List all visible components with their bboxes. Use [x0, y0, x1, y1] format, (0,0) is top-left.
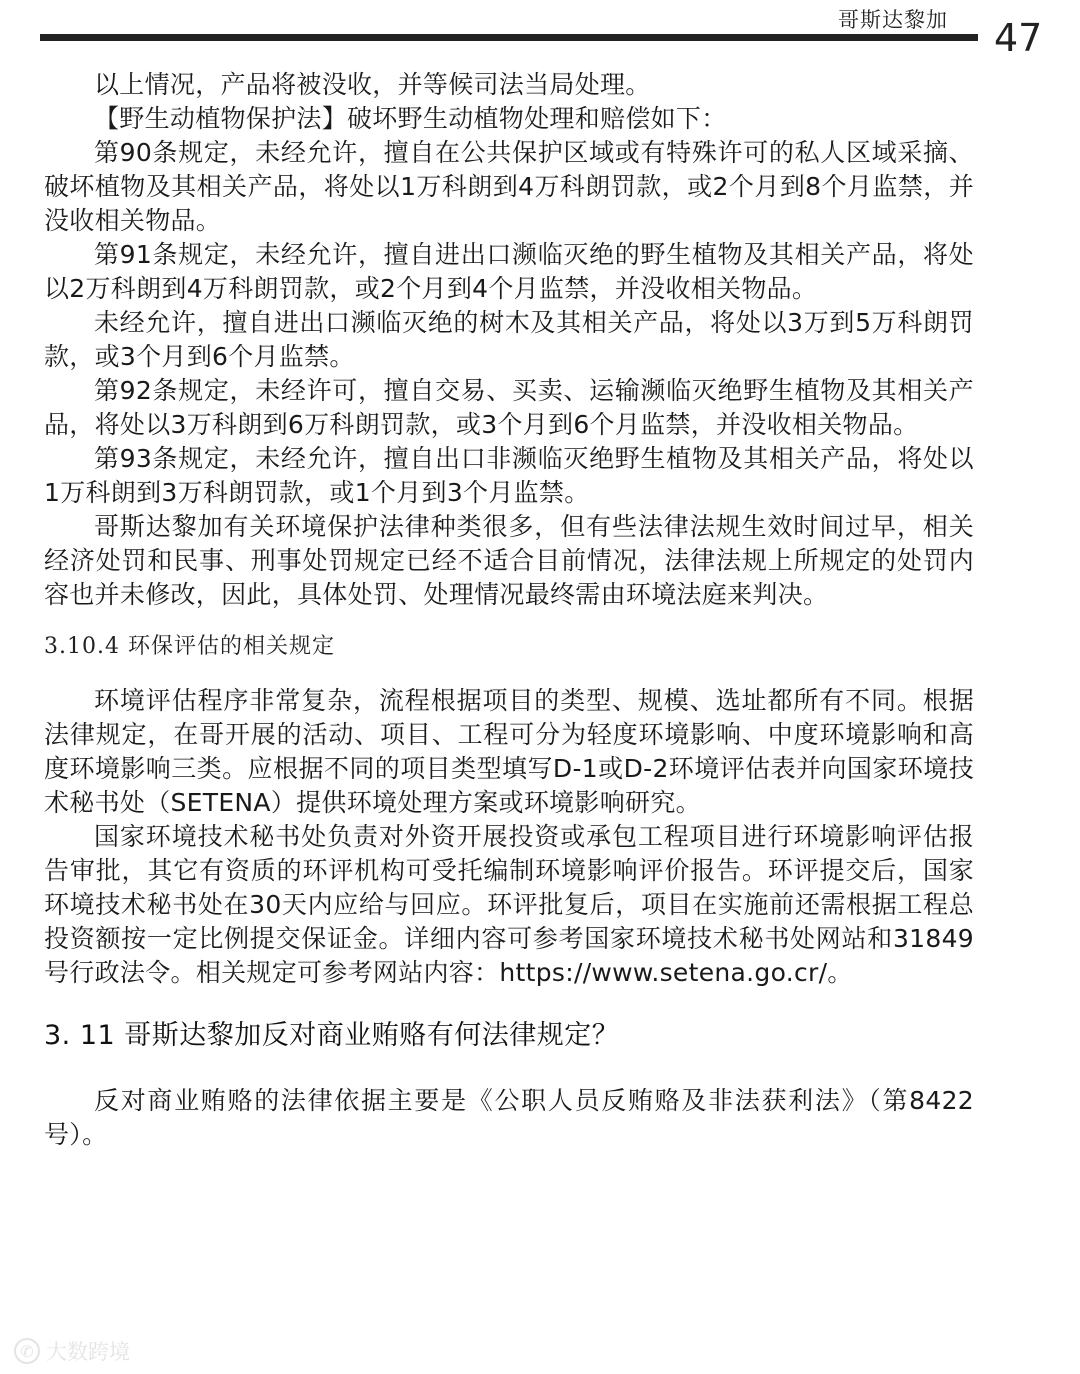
- watermark-logo-icon: ✆: [14, 1338, 40, 1364]
- subsection-heading: 3.10.4 环保评估的相关规定: [44, 634, 335, 659]
- paragraph: 反对商业贿赂的法律依据主要是《公职人员反贿赂及非法获利法》（第8422号）。: [44, 1086, 974, 1149]
- paragraph-article-93: 第93条规定，未经允许，擅自出口非濒临灭绝野生植物及其相关产品，将处以1万科朗到3万科朗罚款，或1个月到3个月监禁。: [44, 444, 974, 507]
- header-rule: [40, 34, 978, 41]
- paragraph: 未经允许，擅自进出口濒临灭绝的树木及其相关产品，将处以3万到5万科朗罚款，或3个月到6个月监禁。: [44, 308, 974, 371]
- paragraph-article-90: 第90条规定，未经允许，擅自在公共保护区域或有特殊许可的私人区域采摘、破坏植物及其相关产品，将处以1万科朗到4万科朗罚款，或2个月到8个月监禁，并没收相关物品。: [44, 138, 974, 235]
- paragraph: 以上情况，产品将被没收，并等候司法当局处理。: [94, 70, 651, 99]
- paragraph: 环境评估程序非常复杂，流程根据项目的类型、规模、选址都所有不同。根据法律规定，在哥开展的活动、项目、工程可分为轻度环境影响、中度环境影响和高度环境影响三类。应根据不同的项目类型填写D-1或D-2环境评估表并向国家环境技术秘书处（SETENA）提供环境处理方案或环境影响研究。: [44, 686, 974, 817]
- watermark: [14, 1336, 130, 1366]
- paragraph-article-92: 第92条规定，未经许可，擅自交易、买卖、运输濒临灭绝野生植物及其相关产品，将处以3万科朗到6万科朗罚款，或3个月到6个月监禁，并没收相关物品。: [44, 376, 974, 439]
- section-heading: 3. 11 哥斯达黎加反对商业贿赂有何法律规定？: [44, 1020, 620, 1051]
- paragraph: 国家环境技术秘书处负责对外资开展投资或承包工程项目进行环境影响评估报告审批，其它有资质的环评机构可受托编制环境影响评价报告。环评提交后，国家环境技术秘书处在30天内应给与回应。环评批复后，项目在实施前还需根据工程总投资额按一定比例提交保证金。详细内容可参考国家环境技术秘书处网站和31849号行政法令。相关规定可参考网站内容：https://www.setena.go.cr/。: [44, 822, 974, 987]
- paragraph-article-91: 第91条规定，未经允许，擅自进出口濒临灭绝的野生植物及其相关产品，将处以2万科朗到4万科朗罚款，或2个月到4个月监禁，并没收相关物品。: [44, 240, 974, 303]
- paragraph: 哥斯达黎加有关环境保护法律种类很多，但有些法律法规生效时间过早，相关经济处罚和民事、刑事处罚规定已经不适合目前情况，法律法规上所规定的处罚内容也并未修改，因此，具体处罚、处理情况最终需由环境法庭来判决。: [44, 512, 974, 609]
- page-number: 47: [994, 16, 1043, 60]
- paragraph: 【野生动植物保护法】破坏野生动植物处理和赔偿如下：: [94, 104, 727, 133]
- running-header-title: 哥斯达黎加: [838, 8, 948, 32]
- watermark-text: 大数跨境: [46, 1340, 130, 1364]
- page-body: [44, 68, 974, 1152]
